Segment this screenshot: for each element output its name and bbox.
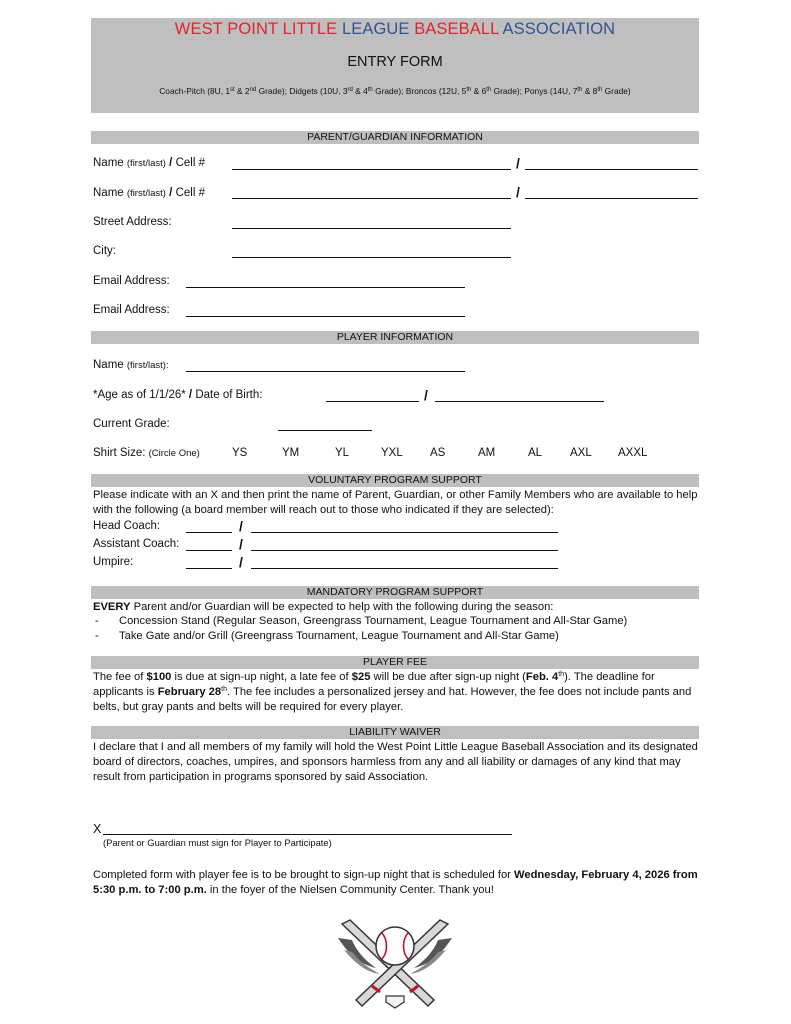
email2-label: Email Address:	[93, 304, 170, 316]
shirt-size-option[interactable]: AXL	[570, 447, 592, 459]
age-field[interactable]	[326, 401, 419, 402]
city-field[interactable]	[232, 257, 511, 258]
mandatory-item: Take Gate and/or Grill (Greengrass Tournament, League Tournament and All-Star Game)	[119, 630, 559, 642]
mandatory-section-heading: MANDATORY PROGRAM SUPPORT	[91, 586, 699, 599]
shirt-size-option[interactable]: YM	[282, 447, 300, 459]
fee-section-heading: PLAYER FEE	[91, 656, 699, 669]
email1-field[interactable]	[186, 287, 465, 288]
head-coach-label: Head Coach:	[93, 520, 161, 532]
assistant-coach-label: Assistant Coach:	[93, 538, 180, 550]
player-name-label: Name (first/last):	[93, 359, 169, 371]
parent1-name-label: Name (first/last) / Cell #	[93, 157, 205, 169]
fee-text: The fee of $100 is due at sign-up night, a late fee of $25 will be due after sign-up night (Feb. 4th). The deadline for applicants is February 28th. The fee includes a personalized jersey and hat. However, the fee does not include pants and belts, but gray pants and belts will be required for every player.	[93, 671, 692, 713]
parent2-cell-field[interactable]	[525, 198, 698, 199]
waiver-section-heading: LIABILITY WAIVER	[91, 726, 699, 739]
mandatory-intro: EVERY Parent and/or Guardian will be expected to help with the following during the season:	[93, 601, 554, 613]
umpire-x-field[interactable]	[186, 568, 232, 569]
head-coach-name-field[interactable]	[251, 532, 558, 533]
city-label: City:	[93, 245, 116, 257]
slash-separator: /	[239, 536, 243, 552]
baseball-shape	[376, 927, 414, 965]
email2-field[interactable]	[186, 316, 465, 317]
email1-label: Email Address:	[93, 275, 170, 287]
signature-field[interactable]	[103, 834, 512, 835]
slash-separator: /	[239, 518, 243, 534]
division-list: Coach-Pitch (8U, 1st & 2nd Grade); Didgets (10U, 3rd & 4th Grade); Broncos (12U, 5th & 6th Grade); Ponys (14U, 7th & 8th Grade)	[159, 86, 631, 96]
voluntary-instructions: Please indicate with an X and then print the name of Parent, Guardian, or other Family Members who are available to help with the following (a board member will reach out to those who indicated if they are selected):	[93, 489, 698, 516]
player-section-heading: PLAYER INFORMATION	[91, 331, 699, 344]
shirt-size-option[interactable]: YL	[335, 447, 350, 459]
umpire-name-field[interactable]	[251, 568, 558, 569]
slash-separator: /	[516, 184, 520, 200]
form-title: ENTRY FORM	[347, 54, 443, 70]
shirt-size-option[interactable]: AL	[528, 447, 543, 459]
dob-field[interactable]	[435, 401, 604, 402]
shirt-size-option[interactable]: AS	[430, 447, 446, 459]
bullet-dash: -	[95, 630, 99, 642]
current-grade-field[interactable]	[278, 430, 372, 431]
assistant-coach-x-field[interactable]	[186, 550, 232, 551]
association-title: WEST POINT LITTLE LEAGUE BASEBALL ASSOCIATION	[174, 20, 616, 38]
mandatory-item: Concession Stand (Regular Season, Greengrass Tournament, League Tournament and All-Star Game)	[119, 615, 628, 627]
shirt-size-label: Shirt Size: (Circle One)	[93, 447, 200, 459]
signature-note: (Parent or Guardian must sign for Player to Participate)	[103, 837, 332, 848]
parent2-name-field[interactable]	[232, 198, 511, 199]
current-grade-label: Current Grade:	[93, 418, 170, 430]
age-dob-label: *Age as of 1/1/26* / Date of Birth:	[93, 389, 263, 401]
waiver-text: I declare that I and all members of my family will hold the West Point Little League Baseball Association and its designated board of directors, coaches, umpires, and sponsors harmless from any and all liability or damages of any kind that may result from participation in programs sponsored by said Association.	[93, 741, 698, 783]
signature-x-mark: X	[93, 822, 102, 836]
player-name-field[interactable]	[186, 371, 465, 372]
closing-text: Completed form with player fee is to be brought to sign-up night that is scheduled for Wednesday, February 4, 2026 from 5:30 p.m. to 7:00 p.m. in the foyer of the Nielsen Community Center. Thank you!	[93, 869, 698, 896]
home-plate-shape	[386, 996, 404, 1008]
shirt-size-option[interactable]: AM	[478, 447, 496, 459]
shirt-size-option[interactable]: YXL	[381, 447, 403, 459]
street-address-label: Street Address:	[93, 216, 172, 228]
slash-separator: /	[424, 387, 428, 403]
parent1-cell-field[interactable]	[525, 169, 698, 170]
assistant-coach-name-field[interactable]	[251, 550, 558, 551]
parent-section-heading: PARENT/GUARDIAN INFORMATION	[91, 131, 699, 144]
slash-separator: /	[516, 155, 520, 171]
bullet-dash: -	[95, 615, 99, 627]
head-coach-x-field[interactable]	[186, 532, 232, 533]
slash-separator: /	[239, 554, 243, 570]
street-address-field[interactable]	[232, 228, 511, 229]
voluntary-section-heading: VOLUNTARY PROGRAM SUPPORT	[91, 474, 699, 487]
umpire-label: Umpire:	[93, 556, 134, 568]
shirt-size-option[interactable]: YS	[232, 447, 248, 459]
shirt-size-option[interactable]: AXXL	[618, 447, 648, 459]
baseball-logo	[330, 916, 460, 1012]
parent1-name-field[interactable]	[232, 169, 511, 170]
parent2-name-label: Name (first/last) / Cell #	[93, 187, 205, 199]
